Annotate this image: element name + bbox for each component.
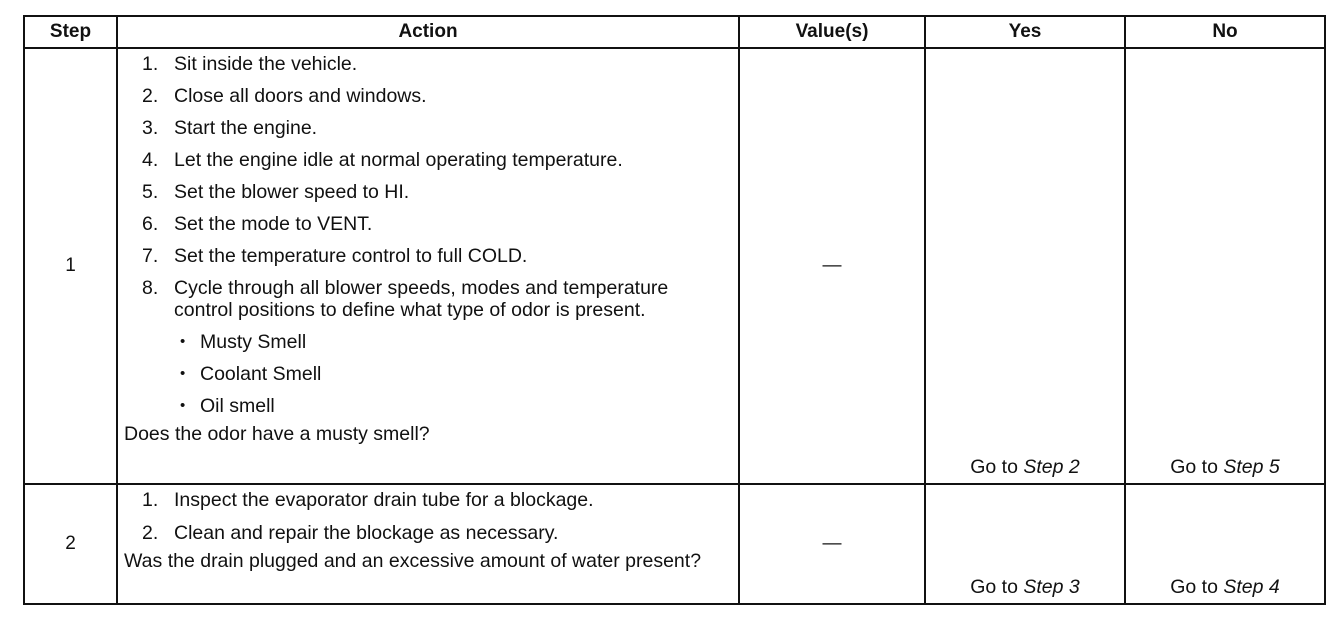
header-step: Step bbox=[24, 16, 117, 48]
value-cell: — bbox=[739, 484, 925, 604]
yes-cell bbox=[925, 48, 1125, 484]
action-text: Close all doors and windows. bbox=[174, 85, 427, 107]
action-text: Set the blower speed to HI. bbox=[174, 181, 410, 203]
yes-step-link[interactable]: Step 3 bbox=[1023, 576, 1080, 598]
value-cell: — bbox=[739, 48, 925, 484]
action-text: Set the temperature control to full COLD. bbox=[174, 245, 528, 267]
action-text: Inspect the evaporator drain tube for a blockage. bbox=[174, 489, 594, 511]
action-number: 6. bbox=[142, 213, 159, 235]
action-text: Cycle through all blower speeds, modes and temperature control positions to define what type of odor is present. bbox=[174, 277, 669, 321]
no-cell bbox=[1125, 48, 1325, 484]
action-text: Let the engine idle at normal operating temperature. bbox=[174, 149, 623, 171]
action-cell bbox=[117, 484, 739, 604]
bullet-item bbox=[118, 353, 738, 385]
diagnostic-table bbox=[23, 15, 1326, 605]
action-item bbox=[118, 149, 738, 181]
action-text: Sit inside the vehicle. bbox=[174, 53, 358, 75]
bullet-text: Coolant Smell bbox=[200, 363, 322, 385]
question-text: Was the drain plugged and an excessive amount of water present? bbox=[124, 550, 702, 572]
action-item bbox=[118, 85, 738, 117]
header-action: Action bbox=[117, 16, 739, 48]
action-text: Set the mode to VENT. bbox=[174, 213, 373, 235]
bullet-icon: • bbox=[180, 397, 186, 414]
action-item bbox=[118, 245, 738, 277]
action-number: 2. bbox=[142, 85, 159, 107]
no-cell bbox=[1125, 484, 1325, 604]
action-number: 3. bbox=[142, 117, 159, 139]
header-no: No bbox=[1125, 16, 1325, 48]
header-row bbox=[24, 16, 1325, 48]
action-item bbox=[118, 181, 738, 213]
table-row bbox=[24, 48, 1325, 484]
question-text: Does the odor have a musty smell? bbox=[124, 423, 430, 445]
action-number: 7. bbox=[142, 245, 159, 267]
bullet-text: Oil smell bbox=[200, 395, 275, 417]
action-number: 4. bbox=[142, 149, 159, 171]
bullet-icon: • bbox=[180, 365, 186, 382]
step-number: 2 bbox=[24, 484, 117, 604]
odor-bullet-list bbox=[118, 321, 738, 417]
action-number: 8. bbox=[142, 277, 159, 299]
no-prefix: Go to bbox=[1170, 576, 1218, 598]
bullet-icon: • bbox=[180, 333, 186, 350]
bullet-item bbox=[118, 385, 738, 417]
action-text: Start the engine. bbox=[174, 117, 318, 139]
yes-prefix: Go to bbox=[970, 576, 1018, 598]
action-item bbox=[118, 277, 738, 321]
action-item bbox=[118, 522, 738, 552]
bullet-item bbox=[118, 321, 738, 353]
header-values: Value(s) bbox=[739, 16, 925, 48]
action-item bbox=[118, 213, 738, 245]
yes-step-link[interactable]: Step 2 bbox=[1023, 456, 1080, 478]
action-item bbox=[118, 53, 738, 85]
action-item bbox=[118, 489, 738, 522]
yes-prefix: Go to bbox=[970, 456, 1018, 478]
bullet-text: Musty Smell bbox=[200, 331, 307, 353]
header-yes: Yes bbox=[925, 16, 1125, 48]
action-number: 5. bbox=[142, 181, 159, 203]
action-number: 1. bbox=[142, 489, 159, 511]
action-list bbox=[118, 53, 738, 321]
action-number: 2. bbox=[142, 522, 159, 544]
action-cell bbox=[117, 48, 739, 484]
action-item bbox=[118, 117, 738, 149]
no-prefix: Go to bbox=[1170, 456, 1218, 478]
step-number: 1 bbox=[24, 48, 117, 484]
no-step-link[interactable]: Step 5 bbox=[1223, 456, 1280, 478]
table-row bbox=[24, 484, 1325, 604]
action-text: Clean and repair the blockage as necessary. bbox=[174, 522, 559, 544]
no-step-link[interactable]: Step 4 bbox=[1223, 576, 1280, 598]
action-list bbox=[118, 489, 738, 552]
action-number: 1. bbox=[142, 53, 159, 75]
yes-cell bbox=[925, 484, 1125, 604]
